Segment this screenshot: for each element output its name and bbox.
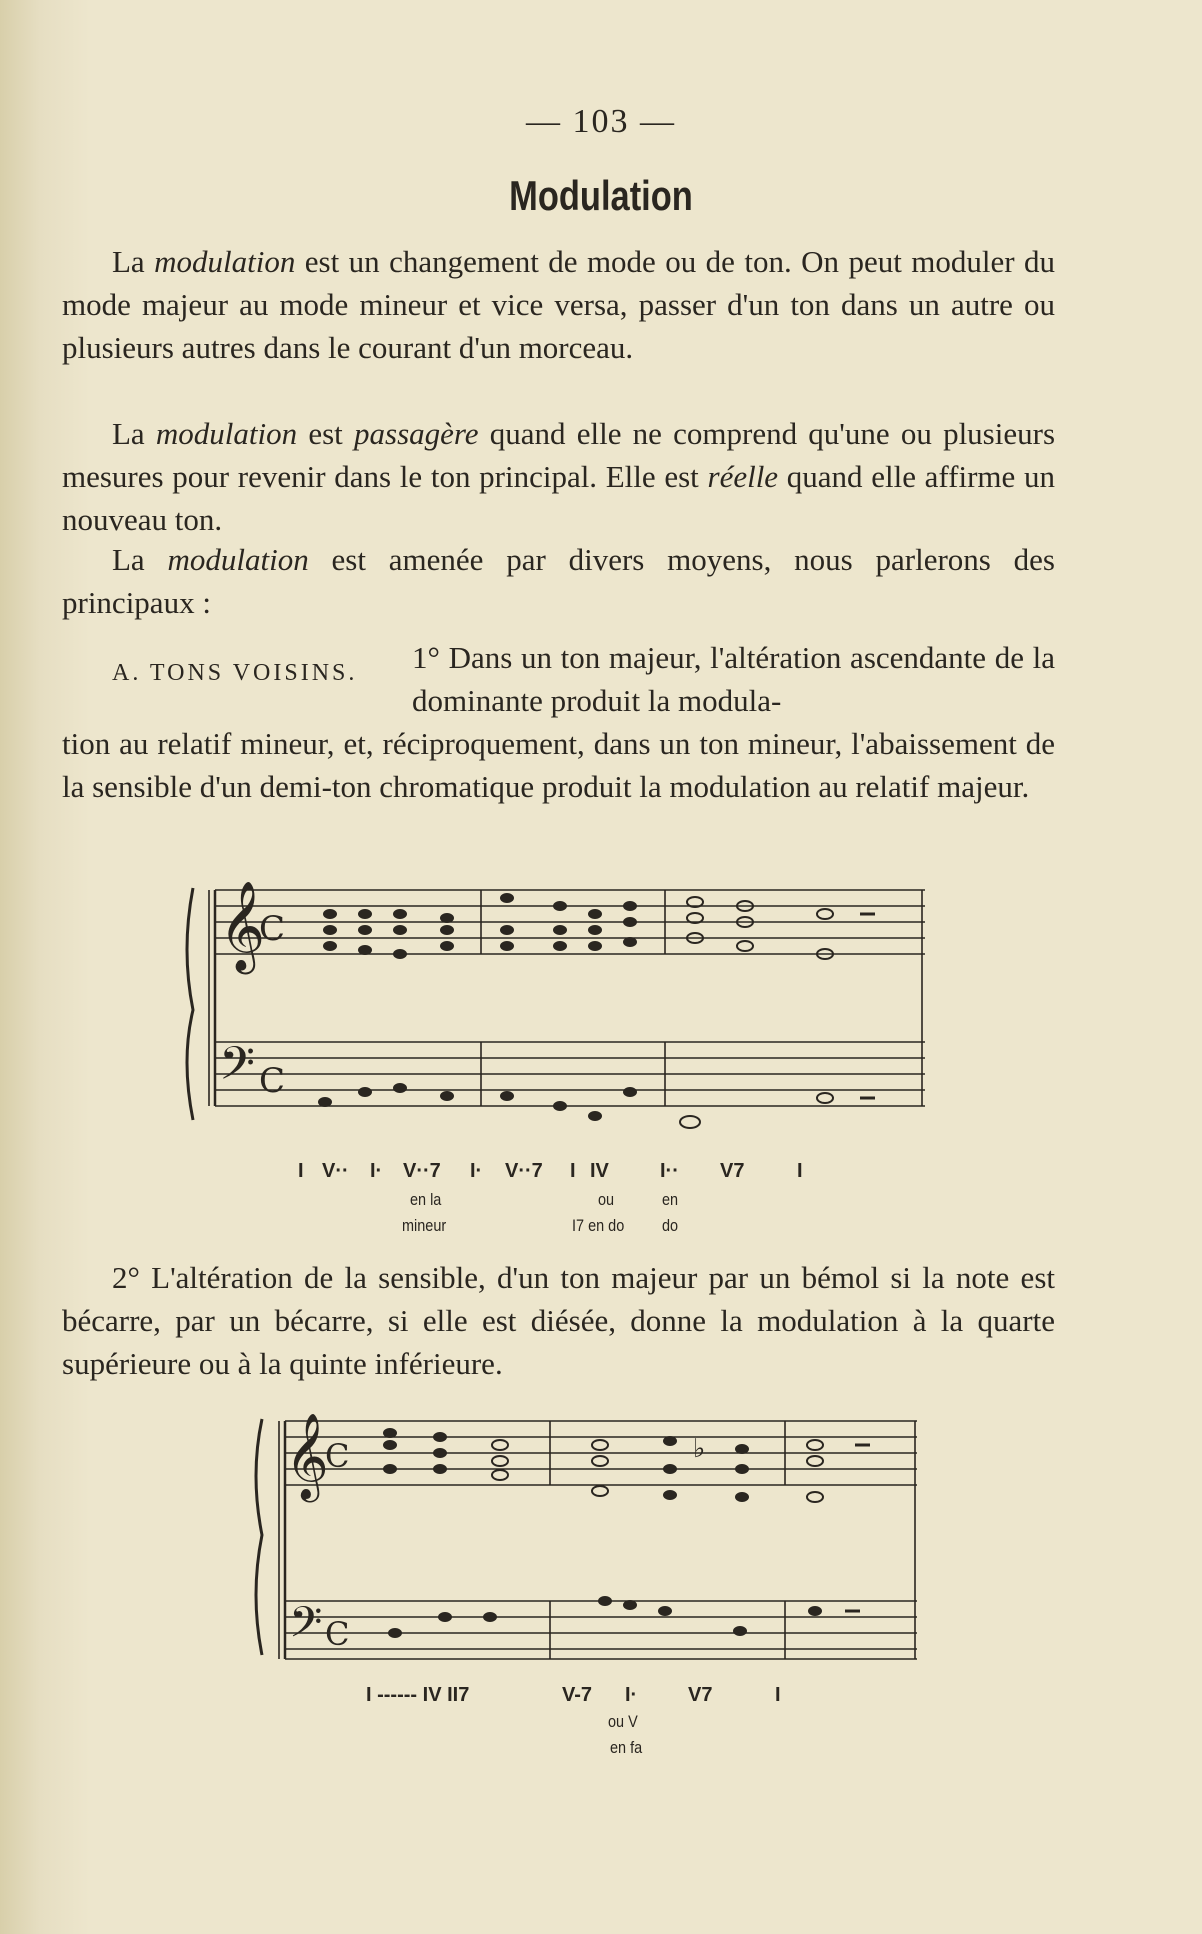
svg-text:C: C bbox=[259, 909, 286, 949]
analysis-symbol: V7 bbox=[688, 1684, 713, 1706]
analysis-note: en la bbox=[410, 1190, 442, 1209]
music-example-1 bbox=[185, 870, 935, 1130]
svg-text:C: C bbox=[325, 1437, 350, 1475]
analysis-symbol: V7 bbox=[720, 1160, 745, 1182]
analysis-symbol: V··7 bbox=[505, 1160, 543, 1182]
analysis-symbol: I· bbox=[370, 1160, 383, 1182]
svg-text:♭: ♭ bbox=[693, 1434, 706, 1464]
svg-text:𝄞: 𝄞 bbox=[219, 881, 266, 971]
svg-text:𝄢: 𝄢 bbox=[219, 1037, 256, 1102]
svg-text:C: C bbox=[259, 1061, 286, 1101]
analysis-note: ou V bbox=[608, 1712, 638, 1731]
paragraph-4-rest: tion au relatif mineur, et, réciproquement, dans un ton mineur, l'abaissement de la sensible d'un demi-ton chromatique produit la modulation au relatif majeur. bbox=[62, 726, 1055, 804]
svg-text:𝄢: 𝄢 bbox=[289, 1598, 323, 1658]
analysis-symbol: I· bbox=[625, 1684, 638, 1706]
page-title: Modulation bbox=[509, 172, 693, 219]
analysis-note: do bbox=[662, 1216, 679, 1235]
analysis-symbol: V-7 bbox=[562, 1684, 593, 1706]
analysis-note: ou bbox=[598, 1190, 615, 1209]
analysis-symbol: I ------ IV II7 bbox=[366, 1684, 470, 1706]
paragraph-2: La modulation est passagère quand elle ne comprend qu'une ou plusieurs mesures pour revenir dans le ton principal. Elle est réelle quand elle affirme un nouveau ton. bbox=[62, 416, 1056, 537]
analysis-note: en fa bbox=[610, 1738, 643, 1757]
svg-text:C: C bbox=[325, 1615, 350, 1653]
analysis-note: mineur bbox=[402, 1216, 447, 1235]
analysis-symbol: I bbox=[797, 1160, 803, 1182]
paragraph-4-start: 1° Dans un ton majeur, l'altération ascendante de la dominante produit la modula- bbox=[412, 640, 1055, 718]
section-heading-tons-voisins: A. TONS VOISINS. bbox=[112, 660, 358, 686]
paragraph-3: La modulation est amenée par divers moyens, nous parlerons des principaux : bbox=[62, 542, 1055, 620]
paragraph-1: La modulation est un changement de mode ou de ton. On peut moduler du mode majeur au mode mineur et vice versa, passer d'un ton dans un autre ou plusieurs autres dans le courant d'un morceau. bbox=[62, 244, 1055, 365]
analysis-note: I7 en do bbox=[572, 1216, 625, 1235]
svg-text:𝄞: 𝄞 bbox=[285, 1413, 329, 1499]
analysis-symbol: V·· bbox=[322, 1160, 349, 1182]
analysis-symbol: I· bbox=[470, 1160, 483, 1182]
analysis-symbol: I bbox=[775, 1684, 781, 1706]
analysis-note: en bbox=[662, 1190, 679, 1209]
analysis-symbol: I bbox=[298, 1160, 304, 1182]
analysis-symbol: I bbox=[570, 1160, 576, 1182]
music-example-2 bbox=[245, 1405, 925, 1660]
analysis-symbol: I·· bbox=[660, 1160, 679, 1182]
analysis-symbol: V··7 bbox=[403, 1160, 441, 1182]
page-number: — 103 — bbox=[526, 103, 676, 140]
paragraph-5: 2° L'altération de la sensible, d'un ton majeur par un bémol si la note est bécarre, par un bécarre, si elle est diésée, donne la modulation à la quarte supérieure ou à la quinte inférieure. bbox=[62, 1260, 1055, 1381]
analysis-symbol: IV bbox=[590, 1160, 609, 1182]
